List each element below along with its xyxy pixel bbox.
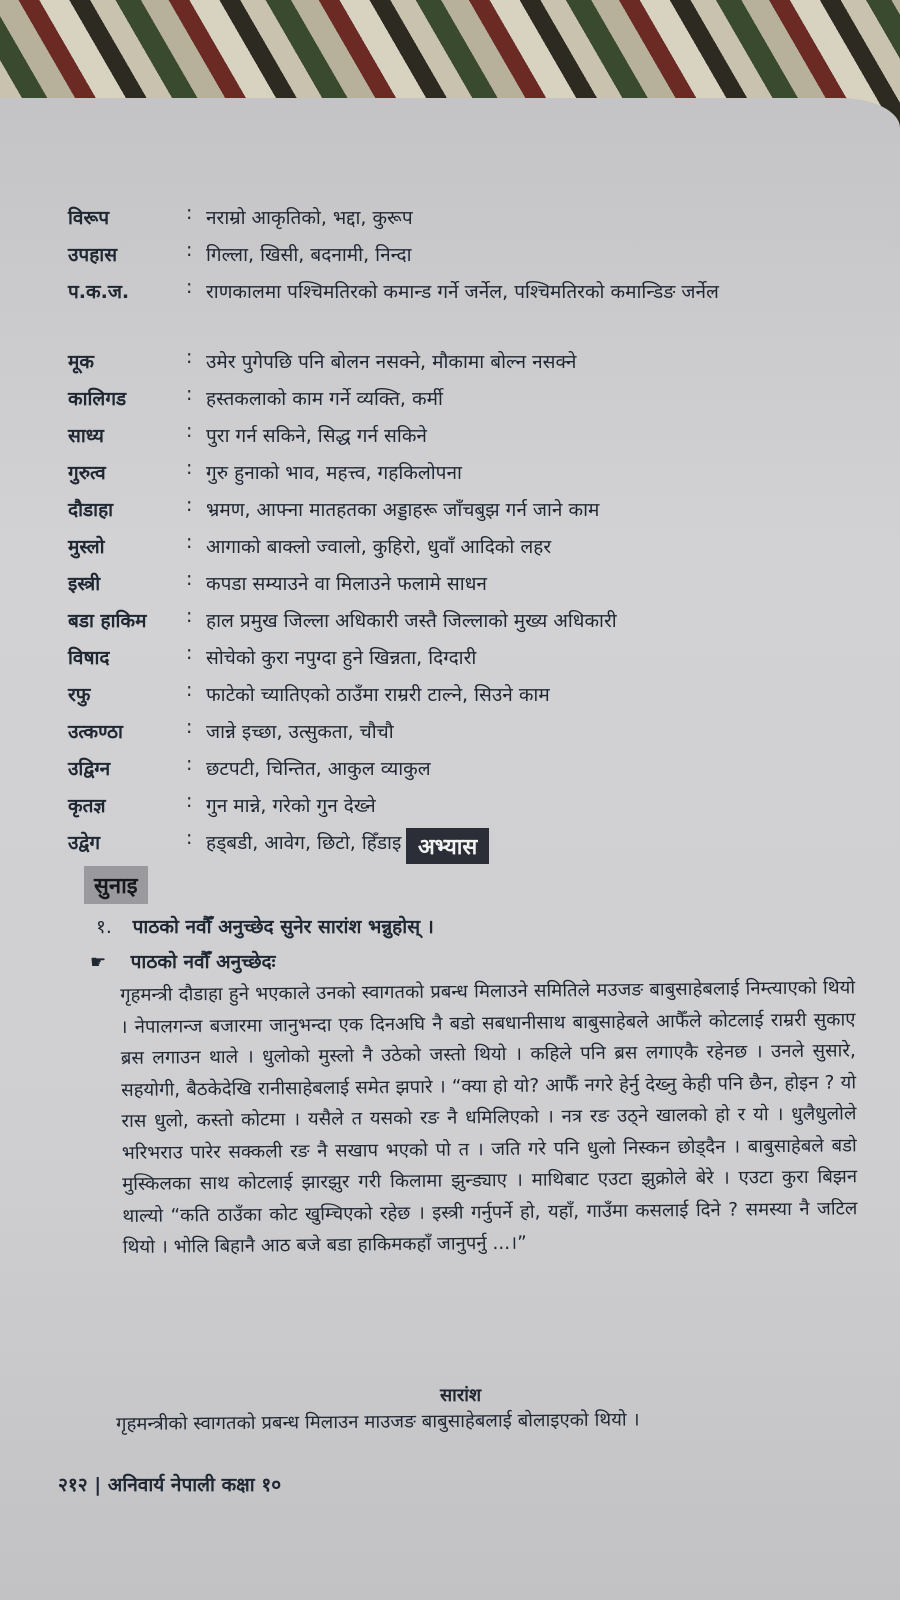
glossary-definition: नराम्रो आकृतिको, भद्दा, कुरूप xyxy=(206,207,413,229)
glossary-item xyxy=(68,527,878,564)
glossary-term: इस्त्री xyxy=(68,573,101,595)
glossary-term: कालिगड xyxy=(68,388,127,410)
colon: : xyxy=(186,420,193,442)
question-1 xyxy=(96,913,434,939)
colon: : xyxy=(186,679,193,701)
glossary-item xyxy=(68,675,878,712)
glossary-term: बडा हाकिम xyxy=(68,610,147,632)
colon: : xyxy=(186,642,193,664)
glossary-definition: फाटेको च्यातिएको ठाउँमा राम्ररी टाल्ने, सिउने काम xyxy=(206,684,550,706)
paragraph-pointer xyxy=(90,948,275,974)
glossary-item xyxy=(68,749,878,786)
glossary-item xyxy=(68,235,878,272)
glossary-definition: कपडा सम्याउने वा मिलाउने फलामे साधन xyxy=(206,573,487,595)
glossary-definition: हाल प्रमुख जिल्ला अधिकारी जस्तै जिल्लाको मुख्य अधिकारी xyxy=(206,610,617,632)
glossary-definition: गुन मान्ने, गरेको गुन देख्ने xyxy=(206,795,376,817)
glossary-definition: गिल्ला, खिसी, बदनामी, निन्दा xyxy=(206,244,412,266)
colon: : xyxy=(186,790,193,812)
colon: : xyxy=(186,531,193,553)
summary-text: गृहमन्त्रीको स्वागतको प्रबन्ध मिलाउन माउजङ बाबुसाहेबलाई बोलाइएको थियो । xyxy=(116,1409,640,1435)
colon: : xyxy=(186,239,193,261)
glossary-definition: आगाको बाक्लो ज्वालो, कुहिरो, धुवाँ आदिको लहर xyxy=(206,536,552,558)
glossary-term: साध्य xyxy=(68,425,104,447)
glossary-definition: भ्रमण, आफ्ना मातहतका अड्डाहरू जाँचबुझ गर्न जाने काम xyxy=(206,499,600,521)
colon: : xyxy=(186,568,193,590)
page-footer: २१२ | अनिवार्य नेपाली कक्षा १० xyxy=(58,1474,282,1496)
book-page xyxy=(0,98,900,1600)
colon: : xyxy=(186,494,193,516)
glossary-definition: छटपटी, चिन्तित, आकुल व्याकुल xyxy=(206,758,431,780)
glossary-term: उद्विग्न xyxy=(68,758,111,780)
glossary-item xyxy=(68,712,878,749)
pointer-label: पाठको नवौँ अनुच्छेदः xyxy=(130,951,276,973)
listening-section-label: सुनाइ xyxy=(84,866,148,904)
passage-paragraph: गृहमन्त्री दौडाहा हुने भएकाले उनको स्वागतको प्रबन्ध मिलाउने समितिले मउजङ बाबुसाहेबलाई निम्त्याएको थियो । नेपालगन्ज बजारमा जानुभन्दा एक दिनअघि नै बडो सबधानीसाथ बाबुसाहेबले आफैँले कोटलाई राम्ररी सुकाए ब्रस लगाउन थाले । धुलोको मुस्लो नै उठेको जस्तो थियो । कहिले पनि ब्रस लगाएकै रहेनछ । उनले सुसारे, सहयोगी, बैठकेदेखि रानीसाहेबलाई समेत झपारे । “क्या हो यो? आफैँ नगरे हेर्नु देख्नु केही पनि छैन, होइन ? यो रास धुलो, कस्तो कोटमा । यसैले त यसको रङ नै धमिलिएको । नत्र रङ उठ्ने खालको हो र यो । धुलैधुलोले भरिभराउ पारेर सक्कली रङ नै सखाप भएको पो त । जति गरे पनि धुलो निस्कन छोड्दैन । बाबुसाहेबले बडो मुस्किलका साथ कोटलाई झारझुर गरी किलामा झुन्ड्याए । माथिबाट एउटा झुक्रोले बेरे । एउटा कुरा बिझन थाल्यो “कति ठाउँका कोट खुम्चिएको रहेछ । इस्त्री गर्नुपर्ने हो, यहाँ, गाउँमा कसलाई दिने ? समस्या नै जटिल थियो । भोलि बिहानै आठ बजे बडा हाकिमकहाँ जानुपर्नु ...।” xyxy=(120,977,858,1258)
question-text: पाठको नवौँ अनुच्छेद सुनेर सारांश भन्नुहोस् । xyxy=(132,916,434,938)
glossary-item xyxy=(68,564,878,601)
glossary-term: प.क.ज. xyxy=(68,281,130,303)
pointing-hand-icon: ☛ xyxy=(90,952,107,973)
glossary-definition: हड्बडी, आवेग, छिटो, हिँडाइ xyxy=(206,832,402,854)
glossary-item xyxy=(68,453,878,490)
glossary-term: विषाद xyxy=(68,647,110,669)
colon: : xyxy=(186,457,193,479)
glossary-item xyxy=(68,638,878,675)
colon: : xyxy=(186,605,193,627)
colon: : xyxy=(186,202,193,224)
colon: : xyxy=(186,827,193,849)
glossary-item xyxy=(68,490,878,527)
glossary-term: मूक xyxy=(68,351,94,373)
glossary-definition: उमेर पुगेपछि पनि बोलन नसक्ने, मौकामा बोल्न नसक्ने xyxy=(206,351,577,373)
glossary-item xyxy=(68,379,878,416)
colon: : xyxy=(186,276,193,298)
summary-heading: सारांश xyxy=(440,1385,482,1406)
glossary-definition: राणकालमा पश्चिमतिरको कमान्ड गर्ने जर्नेल, पश्चिमतिरको कमान्डिङ जर्नेल xyxy=(206,281,719,303)
glossary-term: उपहास xyxy=(68,244,118,266)
glossary-definition: हस्तकलाको काम गर्ने व्यक्ति, कर्मी xyxy=(206,388,443,410)
glossary-definition: पुरा गर्न सकिने, सिद्ध गर्न सकिने xyxy=(206,425,427,447)
glossary-definition: जान्ने इच्छा, उत्सुकता, चौचौ xyxy=(206,721,394,743)
glossary-item xyxy=(68,601,878,638)
colon: : xyxy=(186,716,193,738)
glossary-item xyxy=(68,342,878,379)
glossary-term: उद्वेग xyxy=(68,832,101,854)
glossary-term: दौडाहा xyxy=(68,499,114,521)
colon: : xyxy=(186,346,193,368)
glossary-list xyxy=(68,198,878,860)
glossary-item xyxy=(68,272,878,342)
glossary-item xyxy=(68,416,878,453)
glossary-definition: गुरु हुनाको भाव, महत्त्व, गहकिलोपना xyxy=(206,462,462,484)
glossary-item xyxy=(68,198,878,235)
colon: : xyxy=(186,383,193,405)
question-number: १. xyxy=(96,916,112,938)
exercise-heading: अभ्यास xyxy=(406,828,489,864)
colon: : xyxy=(186,753,193,775)
glossary-term: कृतज्ञ xyxy=(68,795,106,817)
glossary-term: मुस्लो xyxy=(68,536,105,558)
glossary-definition: सोचेको कुरा नपुग्दा हुने खिन्नता, दिग्दारी xyxy=(206,647,477,669)
glossary-term: विरूप xyxy=(68,207,110,229)
glossary-term: रफु xyxy=(68,684,91,706)
glossary-item xyxy=(68,786,878,823)
glossary-term: गुरुत्व xyxy=(68,462,106,484)
glossary-term: उत्कण्ठा xyxy=(68,721,123,743)
